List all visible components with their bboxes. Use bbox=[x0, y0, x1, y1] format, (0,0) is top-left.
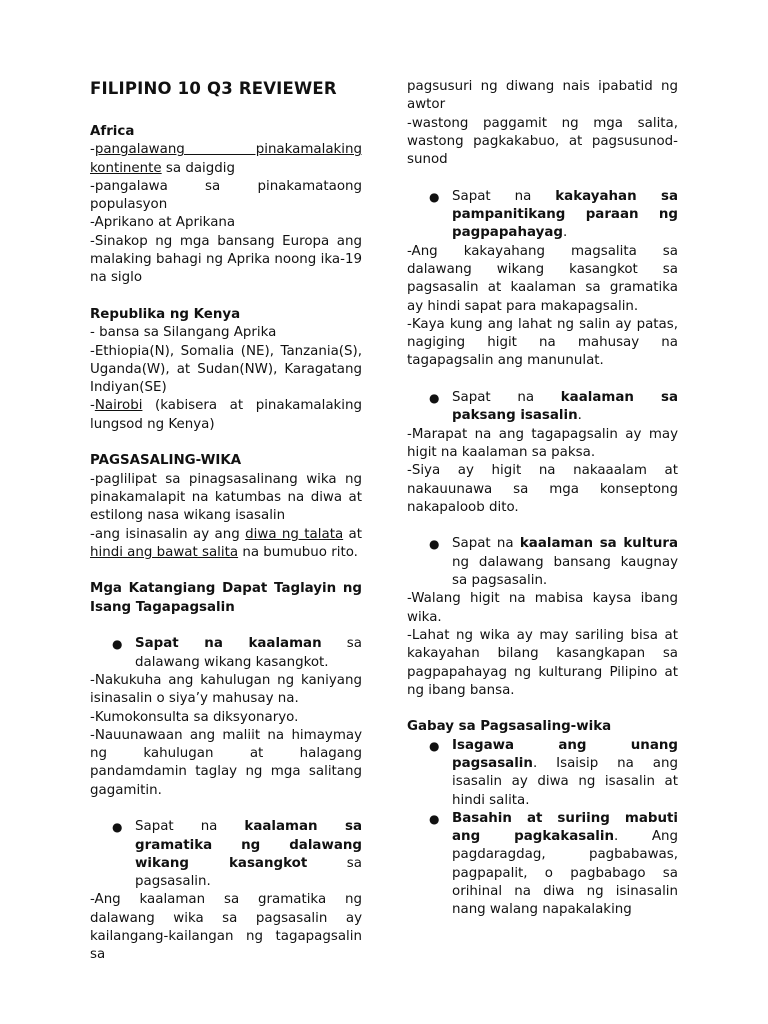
bullet-item: ● Sapat na kakayahan sa pampanitikang paraan ng pagpapahayag. bbox=[429, 188, 678, 241]
bullet-item: ● Isagawa ang unang pagsasalin. Isaisip na ang isasalin ay diwa ng isasalin at hindi salita. bbox=[429, 737, 678, 808]
left-column bbox=[90, 78, 362, 965]
bullet-item: ● Sapat na kaalaman sa dalawang wikang kasangkot. bbox=[112, 636, 362, 670]
katangian-b4-line-2: -Siya ay higit na nakaaalam at nakauunawa sa mga konseptong nakapaloob dito. bbox=[407, 463, 678, 515]
bullet-item: ● Basahin at suriing mabuti ang pagkakasalin. Ang pagdaragdag, pagbabawas, pagpapalit, o pagbabago sa orihinal na diwa ng isinasalin nang walang napakalaking bbox=[429, 810, 678, 918]
katangian-b3-line-1: -Ang kakayahang magsalita sa dalawang wikang kasangkot sa pagsasalin at kaalaman sa gramatika ay hindi sapat para makapagsalin. bbox=[407, 243, 678, 314]
katangian-b2-cont: pagsusuri ng diwang nais ipabatid ng awtor bbox=[407, 79, 678, 113]
katangian-list-1 bbox=[90, 635, 362, 672]
katangian-b1-line-3: -Nauunawaan ang maliit na himaymay ng kahulugan at halagang pandamdamin taglay ng mga salitang gagamitin. bbox=[90, 727, 362, 798]
africa-line-2: -pangalawa sa pinakamataong populasyon bbox=[90, 178, 362, 213]
bullet-icon: ● bbox=[429, 811, 440, 826]
africa-line-4: -Sinakop ng mga bansang Europa ang malaking bahagi ng Aprika noong ika-19 na siglo bbox=[90, 233, 362, 286]
bullet-icon: ● bbox=[429, 537, 440, 552]
katangian-heading: Mga Katangiang Dapat Taglayin ng Isang Tagapagsalin bbox=[90, 581, 362, 615]
katangian-b4-line-1: -Marapat na ang tagapagsalin ay may higit na kaalaman sa paksa. bbox=[407, 426, 678, 460]
bullet-icon: ● bbox=[112, 820, 123, 835]
katangian-list-2 bbox=[90, 818, 362, 891]
kenya-line-3: -Nairobi (kabisera at pinakamalaking lungsod ng Kenya) bbox=[90, 398, 362, 432]
africa-line-3: -Aprikano at Aprikana bbox=[90, 215, 236, 231]
right-column bbox=[407, 78, 678, 920]
katangian-b5-line-1: -Walang higit na mabisa kaysa ibang wika. bbox=[407, 591, 678, 625]
katangian-b1-line-1: -Nakukuha ang kahulugan ng kaniyang isinasalin o siya’y mahusay na. bbox=[90, 672, 362, 707]
katangian-b1-line-2: -Kumokonsulta sa diksyonaryo. bbox=[90, 709, 299, 725]
pagsasaling-line-1: -paglilipat sa pinagsasalinang wika ng pinakamalapit na katumbas na diwa at estilong nasa wikang isasalin bbox=[90, 471, 362, 524]
katangian-list-3 bbox=[407, 188, 678, 243]
bullet-icon: ● bbox=[429, 391, 440, 406]
bullet-icon: ● bbox=[429, 189, 440, 204]
gabay-list bbox=[407, 737, 678, 920]
africa-heading: Africa bbox=[90, 124, 135, 139]
katangian-b5-line-2: -Lahat ng wika ay may sariling bisa at kakayahan bilang kasangkapan sa pagpapahayag ng kulturang Pilipino at ng ibang bansa. bbox=[407, 627, 678, 698]
katangian-b3-line-2: -Kaya kung ang lahat ng salin ay patas, nagiging higit na mahusay na tagapagsalin ang manunulat. bbox=[407, 316, 678, 369]
africa-line-1: -pangalawang pinakamalaking kontinente sa daigdig bbox=[90, 142, 362, 176]
kenya-line-1: - bansa sa Silangang Aprika bbox=[90, 325, 277, 341]
pagsasaling-line-2: -ang isinasalin ay ang diwa ng talata at hindi ang bawat salita na bumubuo rito. bbox=[90, 526, 363, 560]
bullet-item: ● Sapat na kaalaman sa kultura ng dalawang bansang kaugnay sa pagsasalin. bbox=[429, 536, 678, 589]
bullet-item: ● Sapat na kaalaman sa paksang isasalin. bbox=[429, 390, 679, 424]
pagsasaling-heading: PAGSASALING-WIKA bbox=[90, 453, 242, 469]
page-title: FILIPINO 10 Q3 REVIEWER bbox=[90, 79, 337, 98]
katangian-list-4 bbox=[407, 389, 678, 426]
katangian-list-5 bbox=[407, 535, 678, 590]
kenya-line-2: -Ethiopia(N), Somalia (NE), Tanzania(S), Uganda(W), at Sudan(NW), Karagatang Indiyan(SE) bbox=[90, 343, 362, 396]
kenya-heading: Republika ng Kenya bbox=[90, 306, 241, 322]
bullet-icon: ● bbox=[112, 637, 123, 652]
katangian-b2-line: -Ang kaalaman sa gramatika ng dalawang wika sa pagsasalin ay kailangang-kailangan ng tagapagsalin sa bbox=[90, 892, 362, 963]
bullet-item: ● Sapat na kaalaman sa gramatika ng dalawang wikang kasangkot sa pagsasalin. bbox=[112, 819, 362, 890]
gabay-heading: Gabay sa Pagsasaling-wika bbox=[407, 719, 612, 735]
bullet-icon: ● bbox=[429, 738, 440, 753]
katangian-b2-cont-2: -wastong paggamit ng mga salita, wastong pagkakabuo, at pagsusunod-sunod bbox=[407, 115, 678, 168]
